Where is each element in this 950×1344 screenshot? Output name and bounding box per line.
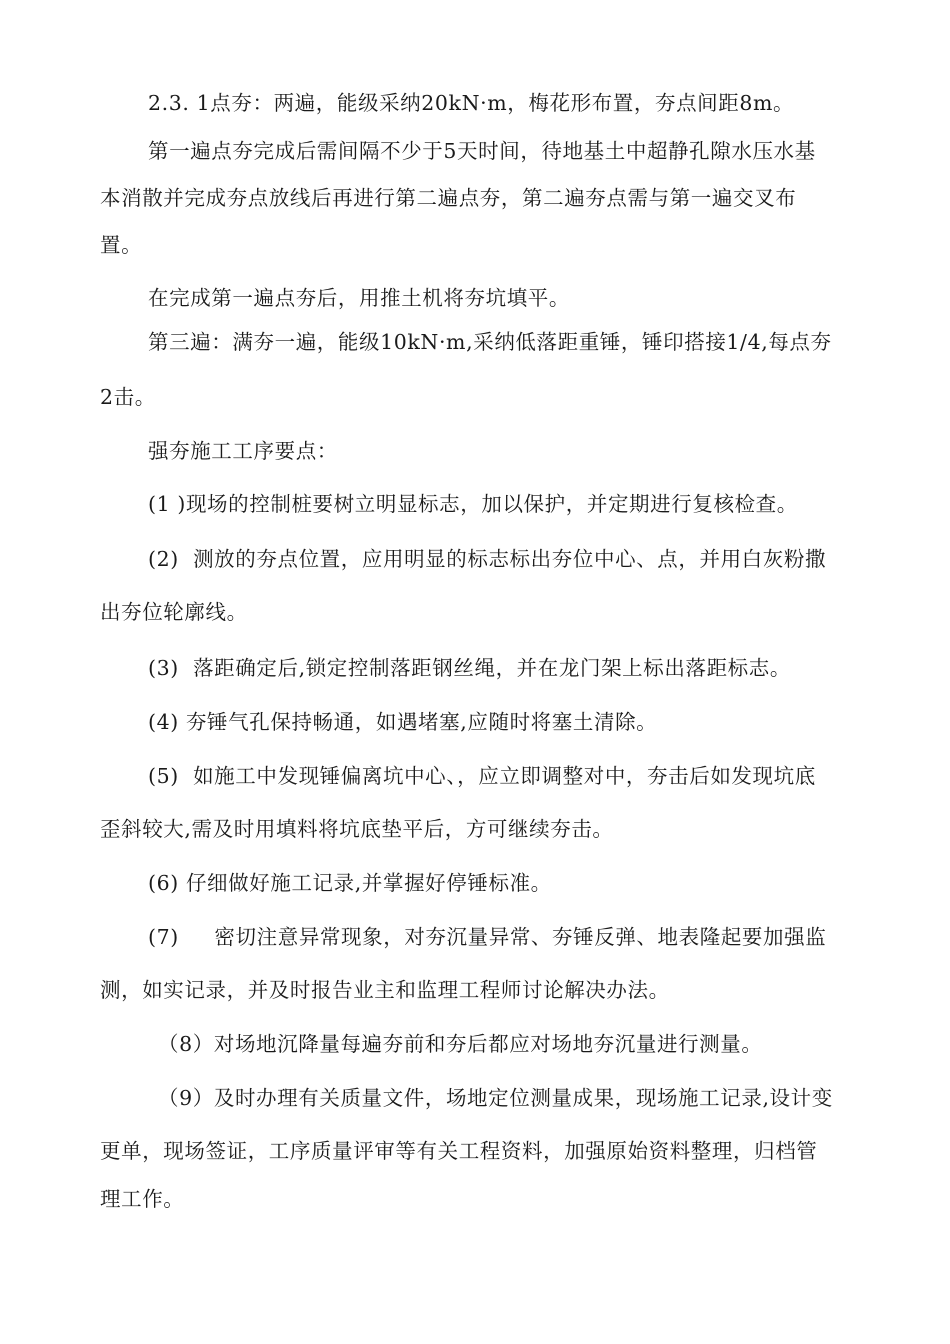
text-line: (3) 落距确定后,锁定控制落距钢丝绳，并在龙门架上标出落距标志。	[148, 656, 791, 680]
text-line: 理工作。	[100, 1187, 185, 1211]
text-line: 置。	[100, 233, 143, 257]
text-line: 第三遍：满夯一遍，能级10kN·m,采纳低落距重锤，锤印搭接1/4,每点夯	[148, 330, 832, 354]
text-line: 强夯施工工序要点：	[148, 439, 338, 463]
text-line: 第一遍点夯完成后需间隔不少于5天时间，待地基土中超静孔隙水压水基	[148, 139, 816, 163]
text-line: （9）及时办理有关质量文件，场地定位测量成果，现场施工记录,设计变	[158, 1086, 833, 1110]
text-line: 本消散并完成夯点放线后再进行第二遍点夯，第二遍夯点需与第一遍交叉布	[100, 186, 797, 210]
text-line: (2) 测放的夯点位置，应用明显的标志标出夯位中心、点，并用白灰粉撒	[148, 547, 827, 571]
text-line: (7) 密切注意异常现象，对夯沉量异常、夯锤反弹、地表隆起要加强监	[148, 925, 827, 949]
text-line: (6) 仔细做好施工记录,并掌握好停锤标准。	[148, 871, 552, 895]
text-line: (4) 夯锤气孔保持畅通，如遇堵塞,应随时将塞土清除。	[148, 710, 658, 734]
text-line: (5) 如施工中发现锤偏离坑中心、，应立即调整对中，夯击后如发现坑底	[148, 764, 816, 788]
text-line: 2.3. 1点夯：两遍，能级采纳20kN·m，梅花形布置，夯点间距8m。	[148, 91, 795, 115]
text-line: 更单，现场签证，工序质量评审等有关工程资料，加强原始资料整理，归档管	[100, 1139, 818, 1163]
text-line: （8）对场地沉降量每遍夯前和夯后都应对场地夯沉量进行测量。	[158, 1032, 763, 1056]
text-line: 出夯位轮廓线。	[100, 600, 248, 624]
text-line: 在完成第一遍点夯后，用推土机将夯坑填平。	[148, 286, 570, 310]
text-line: 歪斜较大,需及时用填料将坑底垫平后，方可继续夯击。	[100, 817, 614, 841]
text-line: 2击。	[100, 385, 156, 409]
text-line: (1 )现场的控制桩要树立明显标志，加以保护，并定期进行复核检查。	[148, 492, 798, 516]
text-line: 测，如实记录，并及时报告业主和监理工程师讨论解决办法。	[100, 978, 670, 1002]
